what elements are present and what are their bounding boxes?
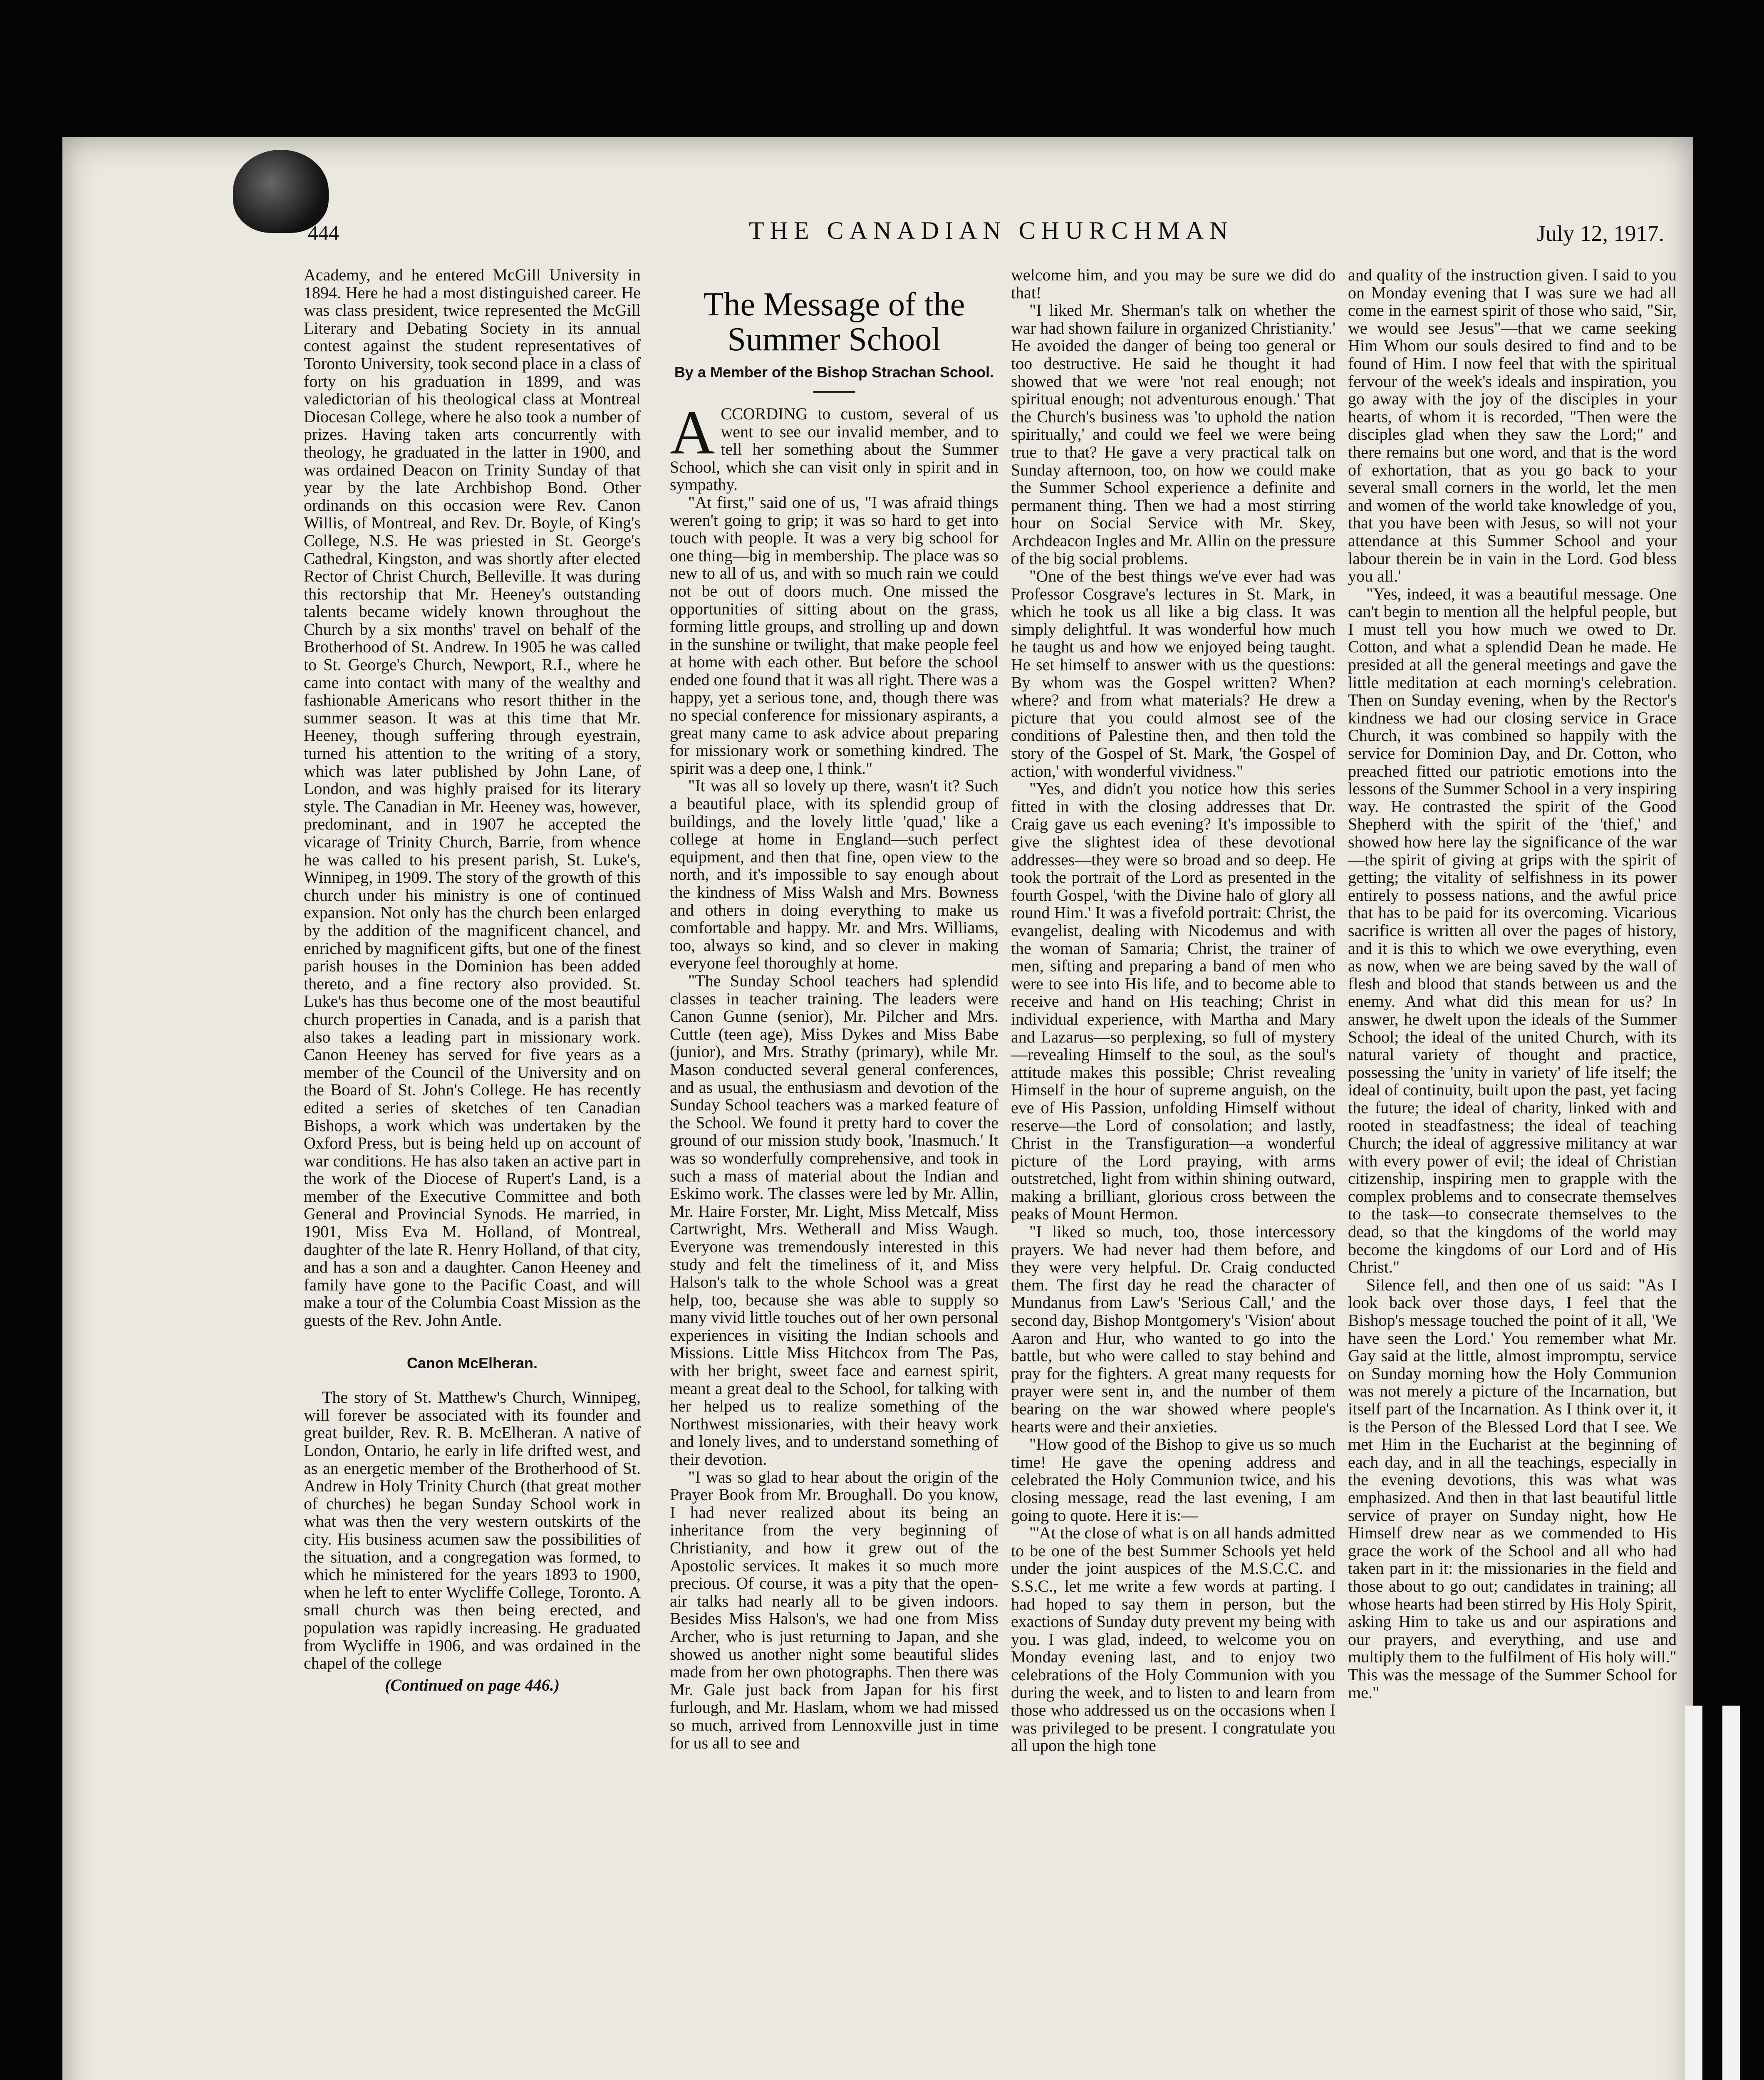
paragraph: "The Sunday School teachers had splendid classes in teacher training. The leaders were Canon Gunne (senior), Mr. Pilcher and Mrs. Cuttle (teen age), Miss Dykes and Miss Babe (junior), and Mrs. Strathy (primary), while Mr. Mason conducted several general conferences, and as usual, the enthusiasm and devotion of the Sunday School teachers was a marked feature of the School. We found it pretty hard to cover the ground of our mission study book, 'Inasmuch.' It was so wonderfully comprehensive, and took in such a mass of material about the Indian and Eskimo work. The classes were led by Mr. Allin, Mr. Haire Forster, Mr. Light, Miss Metcalf, Miss Cartwright, Mrs. Wetherall and Miss Waugh. Everyone was tremendously interested in this study and felt the timeliness of it, and Miss Halson's talk to the whole School was a great help, too, because she was able to supply so many vivid little touches out of her own personal experiences in visiting the Indian schools and Missions. Little Miss Hitchcox from The Pas, with her bright, sweet face and earnest spirit, meant a great deal to the School, for talking with her helped us to realize something of the Northwest missionaries, with their heavy work and lonely lives, and to understand something of their devotion. xyxy=(670,971,998,1469)
paragraph: The story of St. Matthew's Church, Winnipeg, will forever be associated with its founder and great builder, Rev. R. B. McElheran. A native of London, Ontario, he early in life drifted west, and as an energetic member of the Brotherhood of St. Andrew in Holy Trinity Church (that great mother of churches) he began Sunday School work in what was then the very western outskirts of the city. His business acumen saw the possibilities of the situation, and a congregation was formed, to which he ministered for the years 1893 to 1900, when he left to enter Wycliffe College, Toronto. A small church was then being erected, and population was rapidly increasing. He graduated from Wycliffe in 1906, and was ordained in the chapel of the college xyxy=(304,1388,641,1673)
paragraph: "It was all so lovely up there, wasn't it? Such a beautiful place, with its splendid group of buildings, and the lovely little 'quad,' like a college at home in England—such perfect equipment, and then that fine, open view to the north, and it's impossible to say enough about the kindness of Miss Walsh and Mrs. Bowness and others in doing everything to make us comfortable and happy. Mr. and Mrs. Williams, too, always so kind, and so clever in making everyone feel thoroughly at home. xyxy=(670,776,998,973)
column-1 xyxy=(304,266,641,1694)
paragraph: and quality of the instruction given. I said to you on Monday evening that I was sure we had all come in the earnest spirit of those who said, "Sir, we would see Jesus"—that we came seeking Him Whom our souls desired to find and to be found of Him. I now feel that with the spiritual fervour of the week's ideals and inspiration, you go away with the joy of the disciples in your hearts, of whom it is recorded, "Then were the disciples glad when they saw the Lord;" and there remains but one word, and that is the word of exhortation, that as you go back to your several small corners in the world, let the men and women of the world take knowledge of you, that you have been with Jesus, so will not your attendance at this Summer School and your labour therein be in vain in the Lord. God bless you all.' xyxy=(1348,265,1677,586)
paragraph xyxy=(670,398,998,494)
column-4 xyxy=(1348,266,1677,1701)
paragraph: "At first," said one of us, "I was afraid things weren't going to grip; it was so hard to get into touch with people. It was a very big school for one thing—big in membership. The place was so new to all of us, and with so much rain we could not be out of doors much. One missed the opportunities of sitting about on the grass, forming little groups, and strolling up and down in the sunshine or twilight, that make people feel at home with each other. But before the school ended one found that it was all right. There was a happy, yet a serious tone, and, though there was no special conference for missionary aspirants, a great many came to ask advice about preparing for missionary work or something kindred. The spirit was a deep one, I think." xyxy=(670,493,998,778)
paragraph: Silence fell, and then one of us said: "As I look back over those days, I feel that the Bishop's message touched the point of it all, 'We have seen the Lord.' You remember what Mr. Gay said at the little, almost impromptu, service on Sunday morning how the Holy Communion was not merely a picture of the Incarnation, but itself part of the Incarnation. As I think over it, it is the Person of the Blessed Lord that I see. We met Him in the Eucharist at the beginning of each day, and in all the teachings, especially in the evening devotions, this was what was emphasized. And then in that last beautiful little service of prayer on Sunday night, how He Himself drew near as we commended to His grace the work of the School and all who had taken part in it: the missionaries in the field and those about to go out; candidates in training; all whose hearts had been stirred by His Holy Spirit, asking Him to take us and our aspirations and our prayers, and everything, and use and multiply them to the fulfilment of His holy will." This was the message of the Summer School for me." xyxy=(1348,1275,1677,1702)
article-title: The Message of the Summer School xyxy=(703,286,965,358)
first-paragraph-text: CCORDING to custom, several of us went to see our invalid member, and to tell her something about the Summer School, which she can visit only in spirit and in sympathy. xyxy=(670,404,998,494)
continued-note: (Continued on page 446.) xyxy=(384,1675,560,1694)
page-number: 444 xyxy=(308,221,339,244)
film-mark-bar xyxy=(1722,1706,1740,2080)
paragraph: "Yes, and didn't you notice how this series fitted in with the closing addresses that Dr. Craig gave us each evening? It's impossible to give the slightest idea of these devotional addresses—they were so broad and so deep. He took the portrait of the Lord as presented in the fourth Gospel, 'with the Divine halo of glory all round Him.' It was a fivefold portrait: Christ, the evangelist, dealing with Nicodemus and with the woman of Samaria; Christ, the trainer of men, sifting and preparing a band of men who were to see into His life, and to become able to receive and hand on His teaching; Christ in individual experience, with Martha and Mary and Lazarus—so perplexing, so full of mystery—revealing Himself to the soul, as the soul's attitude makes this possible; Christ revealing Himself in the hour of supreme anguish, on the eve of His Passion, unfolding Himself without reserve—the Lord of consolation; and lastly, Christ in the Transfiguration—a wonderful picture of the Lord praying, with arms outstretched, light from within shining outward, making a brilliant, glorious cross between the peaks of Mount Hermon. xyxy=(1011,779,1335,1223)
paragraph: "One of the best things we've ever had was Professor Cosgrave's lectures in St. Mark, in which he took us all like a big class. It was simply delightful. It was wonderful how much he taught us and how we enjoyed being taught. He set himself to answer with us the questions: By whom was the Gospel written? When? where? and from what materials? He drew a picture that you could almost see of the conditions of Palestine then, and then told the story of the Gospel of St. Mark, 'the Gospel of action,' with wonderful vividness." xyxy=(1011,567,1335,780)
title-rule xyxy=(813,391,855,393)
issue-date: July 12, 1917. xyxy=(1536,221,1664,246)
paragraph: "'At the close of what is on all hands admitted to be one of the best Summer Schools yet held under the joint auspices of the M.S.C.C. and S.S.C., let me write a few words at parting. I had hoped to say them in person, but the exactions of Sunday duty prevent my being with you. I was glad, indeed, to welcome you on Monday evening last, and to enjoy two celebrations of the Holy Communion with you during the week, and to listen to and learn from those who addressed us on the occasions when I was privileged to be present. I congratulate you all upon the high tone xyxy=(1011,1523,1335,1755)
column-2 xyxy=(670,266,998,1752)
paragraph: "Yes, indeed, it was a beautiful message. One can't begin to mention all the helpful people, but I must tell you how much we owed to Dr. Cotton, and what a splendid Dean he made. He presided at all the general meetings and gave the little meditation at each morning's celebration. Then on Sunday evening, when by the Rector's kindness we had our closing service in Grace Church, it was combined so happily with the service for Dominion Day, and Dr. Cotton, who preached fitted our patriotic emotions into the lessons of the Summer School in a very inspiring way. He contrasted the spirit of the Good Shepherd with the spirit of the 'thief,' and showed how here lay the significance of the war—the spirit of giving at grips with the spirit of getting; the vitality of selfishness in its power entirely to possess nations, and the awful price that has to be paid for its overcoming. Vicarious sacrifice is written all over the pages of history, and it is this to which we owe everything, even as now, when we are being saved by the wall of flesh and blood that stands between us and the enemy. And what did this mean for us? In answer, he dwelt upon the ideals of the Summer School; the ideal of the united Church, with its natural variety of thought and practice, possessing the 'unity in variety' of life itself; the ideal of continuity, built upon the past, yet facing the future; the ideal of charity, linked with and rooted in steadfastness; the ideal of teaching Church; the ideal of aggressive militancy at war with every power of evil; the ideal of Christian citizenship, inspiring men to grapple with the complex problems and to consecrate themselves to the task—to consecrate themselves to the dead, so that the kingdoms of the world may become the kingdoms of our Lord and of His Christ." xyxy=(1348,584,1677,1277)
page-header xyxy=(308,216,1681,254)
paragraph: "I liked Mr. Sherman's talk on whether the war had shown failure in organized Christianity.' He avoided the danger of being too general or too destructive. He said he thought it had showed that we were 'not real enough; not spiritual enough; not adventurous enough.' That the Church's business was 'to uphold the nation spiritually,' and could we feel we were being true to that? He gave a very practical talk on Sunday afternoon, too, on how we could make the Summer School experience a definite and permanent thing. Then we had a most stirring hour on Social Service with Mr. Skey, Archdeacon Ingles and Mr. Allin on the pressure of the big social problems. xyxy=(1011,301,1335,568)
paragraph: Academy, and he entered McGill University in 1894. Here he had a most distinguished career. He was class president, twice represented the McGill Literary and Debating Society in its annual contest against the student representatives of Toronto University, took second place in a class of forty on his graduation in 1899, and was valedictorian of his theological class at Montreal Diocesan College, where he also took a number of prizes. Having taken arts concurrently with theology, he graduated in the latter in 1900, and was ordained Deacon on Trinity Sunday of that year by the late Archbishop Bond. Other ordinands on this occasion were Rev. Canon Willis, of Montreal, and Rev. Dr. Boyle, of King's College, N.S. He was priested in St. George's Cathedral, Kingston, and was shortly after elected Rector of Christ Church, Belleville. It was during this rectorship that Mr. Heeney's outstanding talents became widely known throughout the Church by a six months' travel on behalf of the Brotherhood of St. Andrew. In 1905 he was called to St. George's Church, Newport, R.I., where he came into contact with many of the wealthy and fashionable Americans who resort thither in the summer season. It was at this time that Mr. Heeney, though suffering through eyestrain, turned his attention to the writing of a story, which was later published by John Lane, of London, and was highly praised for its literary style. The Canadian in Mr. Heeney was, however, predominant, and in 1907 he accepted the vicarage of Trinity Church, Barrie, from whence he was called to his present parish, St. Luke's, Winnipeg, in 1909. The story of the growth of this church under his ministry is one of continued expansion. Not only has the church been enlarged by the addition of the magnificent chancel, and enriched by magnificent gifts, but one of the finest parish houses in the Dominion has been added thereto, and a fine rectory also provided. St. Luke's has thus become one of the most beautiful church properties in Canada, and is a parish that also takes a leading part in missionary work. Canon Heeney has served for five years as a member of the Council of the University and on the Board of St. John's College. He has recently edited a series of sketches of ten Canadian Bishops, a work which was undertaken by the Oxford Press, but is being held up on account of war conditions. He has also taken an active part in the work of the Diocese of Rupert's Land, is a member of the Executive Committee and both General and Provincial Synods. He married, in 1901, Miss Eva M. Holland, of Montreal, daughter of the late R. Henry Holland, of that city, and has a son and a daughter. Canon Heeney and family have gone to the Pacific Coast, and will make a tour of the Columbia Coast Mission as the guests of the Rev. John Antle. xyxy=(304,265,641,1330)
paragraph: "I liked so much, too, those intercessory prayers. We had never had them before, and they were very helpful. Dr. Craig conducted them. The first day he read the character of Mundanus from Law's 'Serious Call,' and the second day, Bishop Montgomery's 'Vision' about Aaron and Hur, who wanted to go into the battle, but who were called to stay behind and pray for the fighters. A great many requests for prayer were sent in, and the number of them bearing on the war showed where people's hearts were and their anxieties. xyxy=(1011,1222,1335,1436)
drop-cap: A xyxy=(670,398,715,467)
masthead: THE CANADIAN CHURCHMAN xyxy=(749,217,1234,244)
paragraph: welcome him, and you may be sure we did do that! xyxy=(1011,265,1335,302)
column-3 xyxy=(1011,266,1335,1755)
paragraph: "I was so glad to hear about the origin of the Prayer Book from Mr. Broughall. Do you know, I had never realized about its being an inheritance from the very beginning of Christianity, and how it grew out of the Apostolic services. It makes it so much more precious. Of course, it was a pity that the open-air talks had nearly all to be given indoors. Besides Miss Halson's, we had one from Miss Archer, who is just returning to Japan, and she showed us another night some beautiful slides made from her own photographs. Then there was Mr. Gale just back from Japan for his first furlough, and Mr. Haslam, whom we had missed so much, arrived from Lennoxville just in time for us all to see and xyxy=(670,1467,998,1752)
paragraph: "How good of the Bishop to give us so much time! He gave the opening address and celebrated the Holy Communion twice, and his closing message, read the last evening, I am going to quote. Here it is:— xyxy=(1011,1435,1335,1525)
article-byline: By a Member of the Bishop Strachan School. xyxy=(674,364,994,381)
section-heading: Canon McElheran. xyxy=(406,1354,538,1372)
film-mark-bar xyxy=(1685,1706,1702,2080)
